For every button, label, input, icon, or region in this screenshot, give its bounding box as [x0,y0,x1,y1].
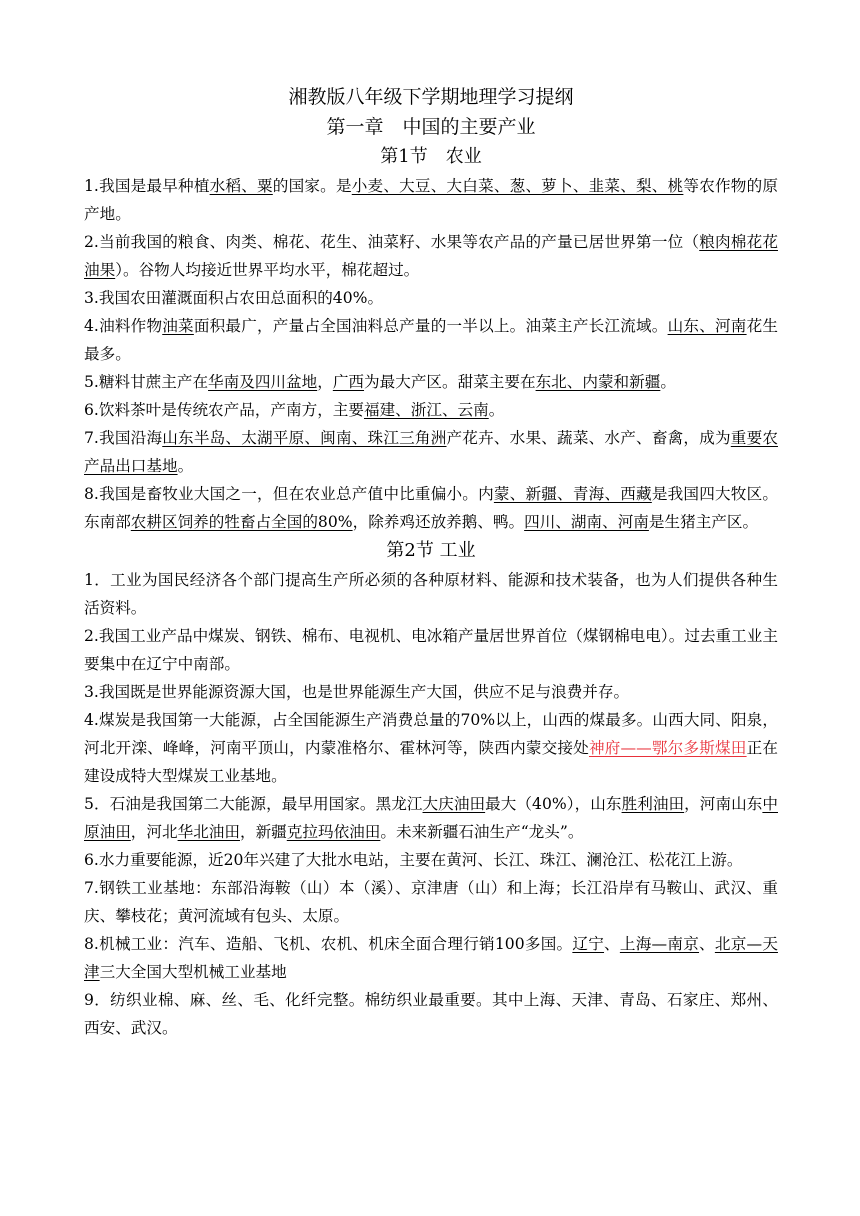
list-item [84,706,778,790]
list-item [84,930,778,986]
underlined-term: 华南及四川盆地 [208,373,318,391]
list-item [84,874,778,930]
list-item [84,622,778,678]
text-run: 、 [604,935,620,953]
list-item [84,424,778,480]
text-run: 1．工业为国民经济各个部门提高生产所必须的各种原材料、能源和技术装备，也为人们提供各种生活资料。 [84,571,778,617]
text-run: ，河北 [130,823,178,841]
text-run: 正在建设成特大型煤炭工业基地。 [84,739,778,785]
text-run: 4.煤炭是我国第一大能源，占全国能源生产消费总量的70%以上，山西的煤最多。山西大同、阳泉，河北开滦、峰峰，河南平顶山，内蒙准格尔、霍林河等，陕西内蒙交接处 [84,711,778,757]
text-run: 产花卉、水果、蔬菜、水产、畜禽，成为 [446,429,731,447]
text-run: 9．纺织业棉、麻、丝、毛、化纤完整。棉纺织业最重要。其中上海、天津、青岛、石家庄、郑州、西安、武汉。 [84,991,778,1037]
text-run: ）。谷物人均接近世界平均水平，棉花超过。 [115,261,420,279]
underlined-term: 四川、湖南、河南 [524,513,649,531]
underlined-term: 小麦、大豆、大白菜、葱、萝卜、韭菜、梨、桃 [351,177,684,195]
underlined-term: 水稻、粟 [209,177,273,195]
text-run: 3.我国农田灌溉面积占农田总面积的40%。 [84,289,384,307]
section-title: 第1节 农业 [380,146,482,167]
sections-container [84,142,778,1042]
text-run: 6.水力重要能源，近20年兴建了大批水电站，主要在黄河、长江、珠江、澜沧江、松花江上游。 [84,851,743,869]
text-run: 。未来新疆石油生产“龙头”。 [380,823,584,841]
text-run: 5．石油是我国第二大能源，最早用国家。黑龙江 [84,795,423,813]
list-item [84,790,778,846]
document-page [84,82,778,1042]
underlined-term: 东北、内蒙和新疆 [535,373,661,391]
text-run: 面积最广，产量占全国油料总产量的一半以上。油菜主产长江流域。 [193,317,668,335]
text-run: 的国家。是 [272,177,352,195]
text-run: 3.我国既是世界能源资源大国，也是世界能源生产大国，供应不足与浪费并存。 [84,683,630,701]
list-item [84,846,778,874]
underlined-term: 油菜 [162,317,194,335]
text-run: 最大（40%），山东 [485,795,622,813]
underlined-term: 蒙、新疆、青海、西藏 [493,485,652,503]
list-item [84,678,778,706]
text-run: 为最大产区。甜菜主要在 [364,373,536,391]
text-run: 2.当前我国的粮食、肉类、棉花、花生、油菜籽、水果等农产品的产量已居世界第一位（ [84,233,700,251]
text-run: 。 [488,401,505,419]
list-item [84,312,778,368]
underlined-term: 胜利油田 [621,795,685,813]
text-run: 4.油料作物 [84,317,163,335]
text-run: 2.我国工业产品中煤炭、钢铁、棉布、电视机、电冰箱产量居世界首位（煤钢棉电电）。过去重工业主要集中在辽宁中南部。 [84,627,778,673]
underlined-term: 大庆油田 [422,795,486,813]
text-run: 。 [177,457,194,475]
list-item [84,172,778,228]
text-run: 花生最多。 [84,317,778,363]
list-item [84,396,778,424]
text-run: 6.饮料茶叶是传统农产品，产南方，主要 [84,401,364,419]
text-run: 等农作物的原产地。 [84,177,778,223]
list-item [84,986,778,1042]
text-run: ， [317,373,333,391]
text-run: ，新疆 [239,823,287,841]
text-run: 7.我国沿海 [84,429,163,447]
underlined-term: 福建、浙江、云南 [363,401,489,419]
underlined-term: 上海—南京 [619,935,700,953]
underlined-term: 辽宁 [572,935,605,953]
underlined-term: 北京—天津 [84,935,778,981]
text-run: 是我国四大牧区。东南部 [84,485,778,531]
underlined-term: 广西 [332,373,365,391]
list-item [84,368,778,396]
underlined-term: 山东、河南 [667,317,747,335]
list-item [84,284,778,312]
underlined-term: 克拉玛依油田 [286,823,381,841]
list-item [84,228,778,284]
text-run: 7.钢铁工业基地：东部沿海鞍（山）本（溪）、京津唐（山）和上海；长江沿岸有马鞍山、武汉、重庆、攀枝花；黄河流域有包头、太原。 [84,879,778,925]
text-run: ，除养鸡还放养鹅、鸭。 [352,513,525,531]
list-item [84,480,778,536]
list-item [84,566,778,622]
document-title: 湘教版八年级下学期地理学习提纲 [288,86,574,108]
text-run: 1.我国是最早种植 [84,177,210,195]
text-run: 是生猪主产区。 [648,513,759,531]
section-title: 第2节 工业 [386,540,476,561]
text-run: 8.机械工业：汽车、造船、飞机、农机、机床全面合理行销100多国。 [84,935,573,953]
highlighted-term: 神府——鄂尔多斯煤田 [588,739,747,757]
underlined-term: 农耕区饲养的牲畜占全国的80% [130,513,353,531]
text-run: 三大全国大型机械工业基地 [99,963,287,981]
underlined-term: 重要农产品出口基地 [84,429,778,475]
underlined-term: 山东半岛、太湖平原、闽南、珠江三角洲 [162,429,447,447]
text-run: ，河南山东 [684,795,763,813]
underlined-term: 华北油田 [177,823,240,841]
text-run: 8.我国是畜牧业大国之一，但在农业总产值中比重偏小。内 [84,485,494,503]
text-run: 、 [699,935,715,953]
underlined-term: 粮肉棉花花油果 [84,233,778,279]
chapter-title: 第一章 中国的主要产业 [326,116,536,138]
text-run: 5.糖料甘蔗主产在 [84,373,209,391]
underlined-term: 中原油田 [84,795,778,841]
text-run: 。 [660,373,676,391]
